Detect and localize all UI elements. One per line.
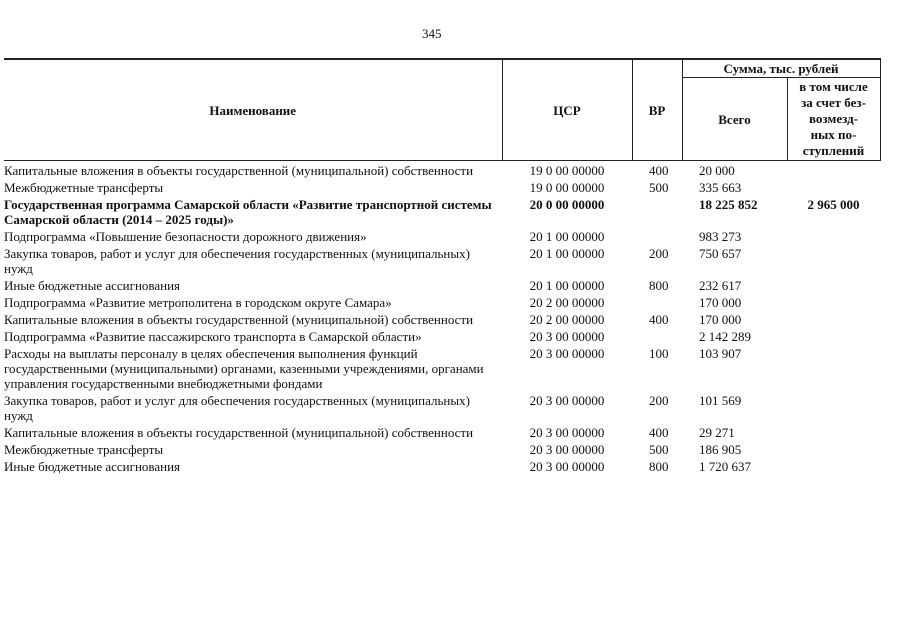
row-grant [787, 423, 880, 440]
row-vr: 100 [649, 346, 669, 361]
row-vr: 200 [649, 246, 669, 261]
row-name: Межбюджетные трансферты [4, 180, 164, 195]
header-sum-group: Сумма, тыс. рублей [682, 59, 880, 78]
row-grant [787, 227, 880, 244]
table-row [4, 440, 880, 457]
row-total: 2 142 289 [699, 329, 751, 344]
row-grant [787, 293, 880, 310]
table-row-program [4, 195, 880, 227]
header-grant-line: за счет без- [801, 95, 866, 110]
row-grant [787, 161, 880, 179]
row-csr: 20 2 00 00000 [529, 295, 605, 310]
row-vr: 500 [649, 180, 669, 195]
row-total: 335 663 [699, 180, 742, 195]
table-body [4, 161, 880, 475]
row-grant [787, 327, 880, 344]
row-total: 18 225 852 [699, 197, 758, 212]
budget-table [4, 58, 881, 474]
row-vr: 500 [649, 442, 669, 457]
row-total: 1 720 637 [699, 459, 751, 474]
row-vr: 400 [649, 312, 669, 327]
row-grant [787, 440, 880, 457]
table-row [4, 227, 880, 244]
row-vr [632, 227, 682, 244]
row-name: Капитальные вложения в объекты государственной (муниципальной) собственности [4, 312, 474, 327]
row-name: Иные бюджетные ассигнования [4, 459, 181, 474]
table-row [4, 344, 880, 391]
row-name: Подпрограмма «Развитие метрополитена в городском округе Самара» [4, 295, 392, 310]
row-name: Капитальные вложения в объекты государственной (муниципальной) собственности [4, 425, 474, 440]
header-grant [787, 78, 880, 161]
row-total: 29 271 [699, 425, 735, 440]
table-row [4, 423, 880, 440]
row-grant [787, 244, 880, 276]
row-total: 170 000 [699, 295, 742, 310]
row-name: Капитальные вложения в объекты государственной (муниципальной) собственности [4, 163, 474, 178]
row-csr: 20 1 00 00000 [529, 229, 605, 244]
row-grant [787, 310, 880, 327]
header-name: Наименование [4, 59, 502, 161]
page-number: 345 [422, 26, 442, 41]
row-vr: 800 [649, 278, 669, 293]
row-csr: 20 3 00 00000 [529, 459, 605, 474]
row-name: Подпрограмма «Повышение безопасности дорожного движения» [4, 229, 367, 244]
row-grant [787, 391, 880, 423]
row-grant [787, 344, 880, 391]
row-total: 750 657 [699, 246, 742, 261]
table-row [4, 327, 880, 344]
table-row [4, 276, 880, 293]
row-vr: 800 [649, 459, 669, 474]
row-name: Закупка товаров, работ и услуг для обеспечения государственных (муниципальных) нужд [4, 246, 470, 276]
row-total: 20 000 [699, 163, 735, 178]
row-name: Закупка товаров, работ и услуг для обеспечения государственных (муниципальных) нужд [4, 393, 470, 423]
row-csr: 19 0 00 00000 [529, 180, 605, 195]
row-total: 170 000 [699, 312, 742, 327]
row-vr [632, 195, 682, 227]
header-total: Всего [682, 78, 787, 161]
row-csr: 20 3 00 00000 [529, 425, 605, 440]
table-row [4, 178, 880, 195]
row-csr: 20 3 00 00000 [529, 393, 605, 408]
header-grant-line: ступлений [802, 143, 865, 158]
row-csr: 20 3 00 00000 [529, 346, 605, 361]
row-total: 186 905 [699, 442, 742, 457]
row-grant [787, 178, 880, 195]
header-grant-line: в том числе [799, 79, 868, 94]
row-vr: 400 [649, 425, 669, 440]
header-vr: ВР [632, 59, 682, 161]
row-name: Расходы на выплаты персоналу в целях обеспечения выполнения функций государственными (муниципальными) органами, казенными учреждениями, органами управления государственными внебюджетными фондами [4, 346, 484, 391]
row-csr: 20 1 00 00000 [529, 278, 605, 293]
row-total: 101 569 [699, 393, 742, 408]
table-row [4, 161, 880, 179]
header-grant-line: возмезд- [809, 111, 858, 126]
row-total: 232 617 [699, 278, 742, 293]
row-csr: 20 0 00 00000 [529, 197, 605, 212]
header-grant-line: ных по- [810, 127, 857, 142]
table-row [4, 457, 880, 474]
row-name: Иные бюджетные ассигнования [4, 278, 181, 293]
row-csr: 19 0 00 00000 [529, 163, 605, 178]
row-grant [787, 276, 880, 293]
row-total: 103 907 [699, 346, 742, 361]
row-vr [632, 327, 682, 344]
row-name: Государственная программа Самарской области «Развитие транспортной системы Самарской области (2014 – 2025 годы)» [4, 197, 492, 227]
row-vr: 200 [649, 393, 669, 408]
row-csr: 20 1 00 00000 [529, 246, 605, 261]
row-vr: 400 [649, 163, 669, 178]
table-row [4, 310, 880, 327]
table-row [4, 244, 880, 276]
table-row [4, 293, 880, 310]
table-row [4, 391, 880, 423]
table-header [4, 59, 880, 161]
row-name: Межбюджетные трансферты [4, 442, 164, 457]
row-csr: 20 3 00 00000 [529, 329, 605, 344]
row-grant: 2 965 000 [807, 197, 860, 212]
header-csr: ЦСР [502, 59, 632, 161]
row-grant [787, 457, 880, 474]
row-vr [632, 293, 682, 310]
row-name: Подпрограмма «Развитие пассажирского транспорта в Самарской области» [4, 329, 422, 344]
row-csr: 20 3 00 00000 [529, 442, 605, 457]
row-total: 983 273 [699, 229, 742, 244]
row-csr: 20 2 00 00000 [529, 312, 605, 327]
